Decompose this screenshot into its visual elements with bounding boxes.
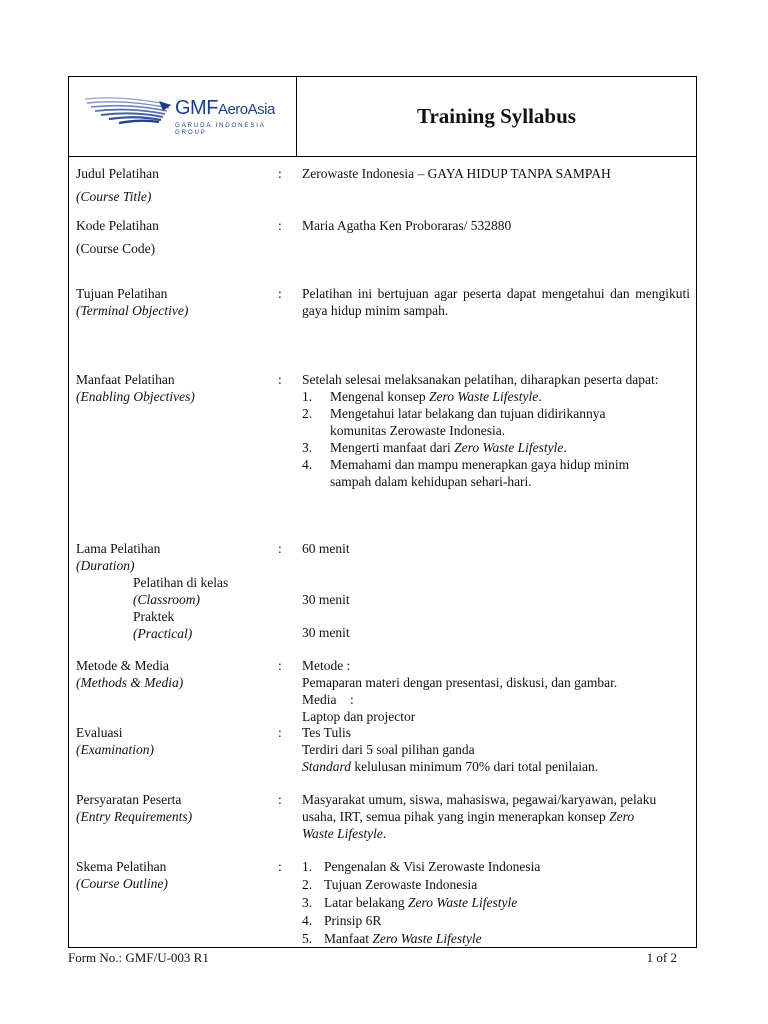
logo-tagline: GARUDA INDONESIA GROUP: [175, 122, 266, 136]
examination-type: Tes Tulis: [302, 725, 351, 740]
form-number: Form No.: GMF/U-003 R1: [68, 950, 209, 965]
course-outline-list: [302, 858, 690, 948]
enabling-objectives-list: [302, 388, 662, 490]
course-title-label: Judul Pelatihan: [76, 166, 159, 181]
examination-detail: Terdiri dari 5 soal pilihan ganda: [302, 742, 475, 757]
methods-sublabel: (Methods & Media): [76, 675, 184, 690]
garuda-wing-logo: [83, 91, 173, 131]
enabling-objectives-sublabel: (Enabling Objectives): [76, 389, 195, 404]
examination-standard: Standard kelulusan minimum 70% dari total penilaian.: [302, 759, 599, 774]
practical-value: 30 menit: [302, 625, 350, 640]
list-item: 4. Memahami dan mampu menerapkan gaya hidup minim sampah dalam kehidupan sehari-hari.: [302, 457, 630, 489]
enabling-objectives-intro: Setelah selesai melaksanakan pelatihan, diharapkan peserta dapat:: [302, 372, 659, 387]
enabling-objectives-label: Manfaat Pelatihan: [76, 372, 175, 387]
syllabus-form: [68, 76, 697, 948]
logo-cell: [69, 77, 297, 156]
colon: :: [278, 725, 282, 740]
methods-value: Pemaparan materi dengan presentasi, diskusi, dan gambar.: [302, 675, 618, 690]
entry-requirements-value: Masyarakat umum, siswa, mahasiswa, pegawai/karyawan, pelaku usaha, IRT, semua pihak yang ingin menerapkan konsep Zero Waste Lifestyle.: [302, 792, 657, 841]
list-item: 2. Mengetahui latar belakang dan tujuan didirikannya komunitas Zerowaste Indonesia.: [302, 406, 606, 438]
course-code-label: Kode Pelatihan: [76, 218, 159, 233]
classroom-label: Pelatihan di kelas: [133, 575, 229, 590]
form-header: [69, 77, 696, 157]
entry-requirements-sublabel: (Entry Requirements): [76, 809, 193, 824]
list-item: 1. Pengenalan & Visi Zerowaste Indonesia: [302, 859, 541, 874]
terminal-objective-sublabel: (Terminal Objective): [76, 303, 189, 318]
practical-label: Praktek: [133, 609, 175, 624]
duration-sublabel: (Duration): [76, 558, 135, 573]
colon: :: [278, 541, 282, 556]
classroom-sublabel: (Classroom): [133, 592, 201, 607]
course-title-sublabel: (Course Title): [76, 189, 152, 204]
media-value: Laptop dan projector: [302, 709, 416, 724]
list-item: 2. Tujuan Zerowaste Indonesia: [302, 877, 478, 892]
list-item: 3. Mengerti manfaat dari Zero Waste Lifestyle.: [302, 440, 567, 455]
methods-label: Metode & Media: [76, 658, 169, 673]
course-code-value: Maria Agatha Ken Proboraras/ 532880: [302, 218, 512, 233]
practical-sublabel: (Practical): [133, 626, 193, 641]
colon: :: [278, 372, 282, 387]
colon: :: [278, 658, 282, 673]
terminal-objective-value: Pelatihan ini bertujuan agar peserta dapat mengetahui dan mengikuti gaya hidup minim sampah.: [302, 286, 690, 318]
logo-wordmark: GMFAeroAsia: [175, 97, 275, 119]
methods-heading: Metode :: [302, 658, 351, 673]
classroom-value: 30 menit: [302, 592, 350, 607]
media-heading: Media :: [302, 692, 354, 707]
course-outline-label: Skema Pelatihan: [76, 859, 167, 874]
duration-value: 60 menit: [302, 541, 350, 556]
entry-requirements-label: Persyaratan Peserta: [76, 792, 182, 807]
page-number: 1 of 2: [646, 950, 677, 965]
list-item: 1. Mengenal konsep Zero Waste Lifestyle.: [302, 389, 542, 404]
list-item: 4. Prinsip 6R: [302, 913, 382, 928]
course-outline-sublabel: (Course Outline): [76, 876, 168, 891]
colon: :: [278, 792, 282, 807]
course-code-sublabel: (Course Code): [76, 241, 156, 256]
examination-label: Evaluasi: [76, 725, 123, 740]
duration-label: Lama Pelatihan: [76, 541, 161, 556]
document-title: Training Syllabus: [417, 104, 576, 128]
colon: :: [278, 166, 282, 181]
course-title-value: Zerowaste Indonesia – GAYA HIDUP TANPA SAMPAH: [302, 166, 611, 181]
colon: :: [278, 218, 282, 233]
list-item: 5. Manfaat Zero Waste Lifestyle: [302, 931, 482, 946]
colon: :: [278, 286, 282, 301]
list-item: 3. Latar belakang Zero Waste Lifestyle: [302, 895, 518, 910]
terminal-objective-label: Tujuan Pelatihan: [76, 286, 168, 301]
colon: :: [278, 859, 282, 874]
examination-sublabel: (Examination): [76, 742, 154, 757]
